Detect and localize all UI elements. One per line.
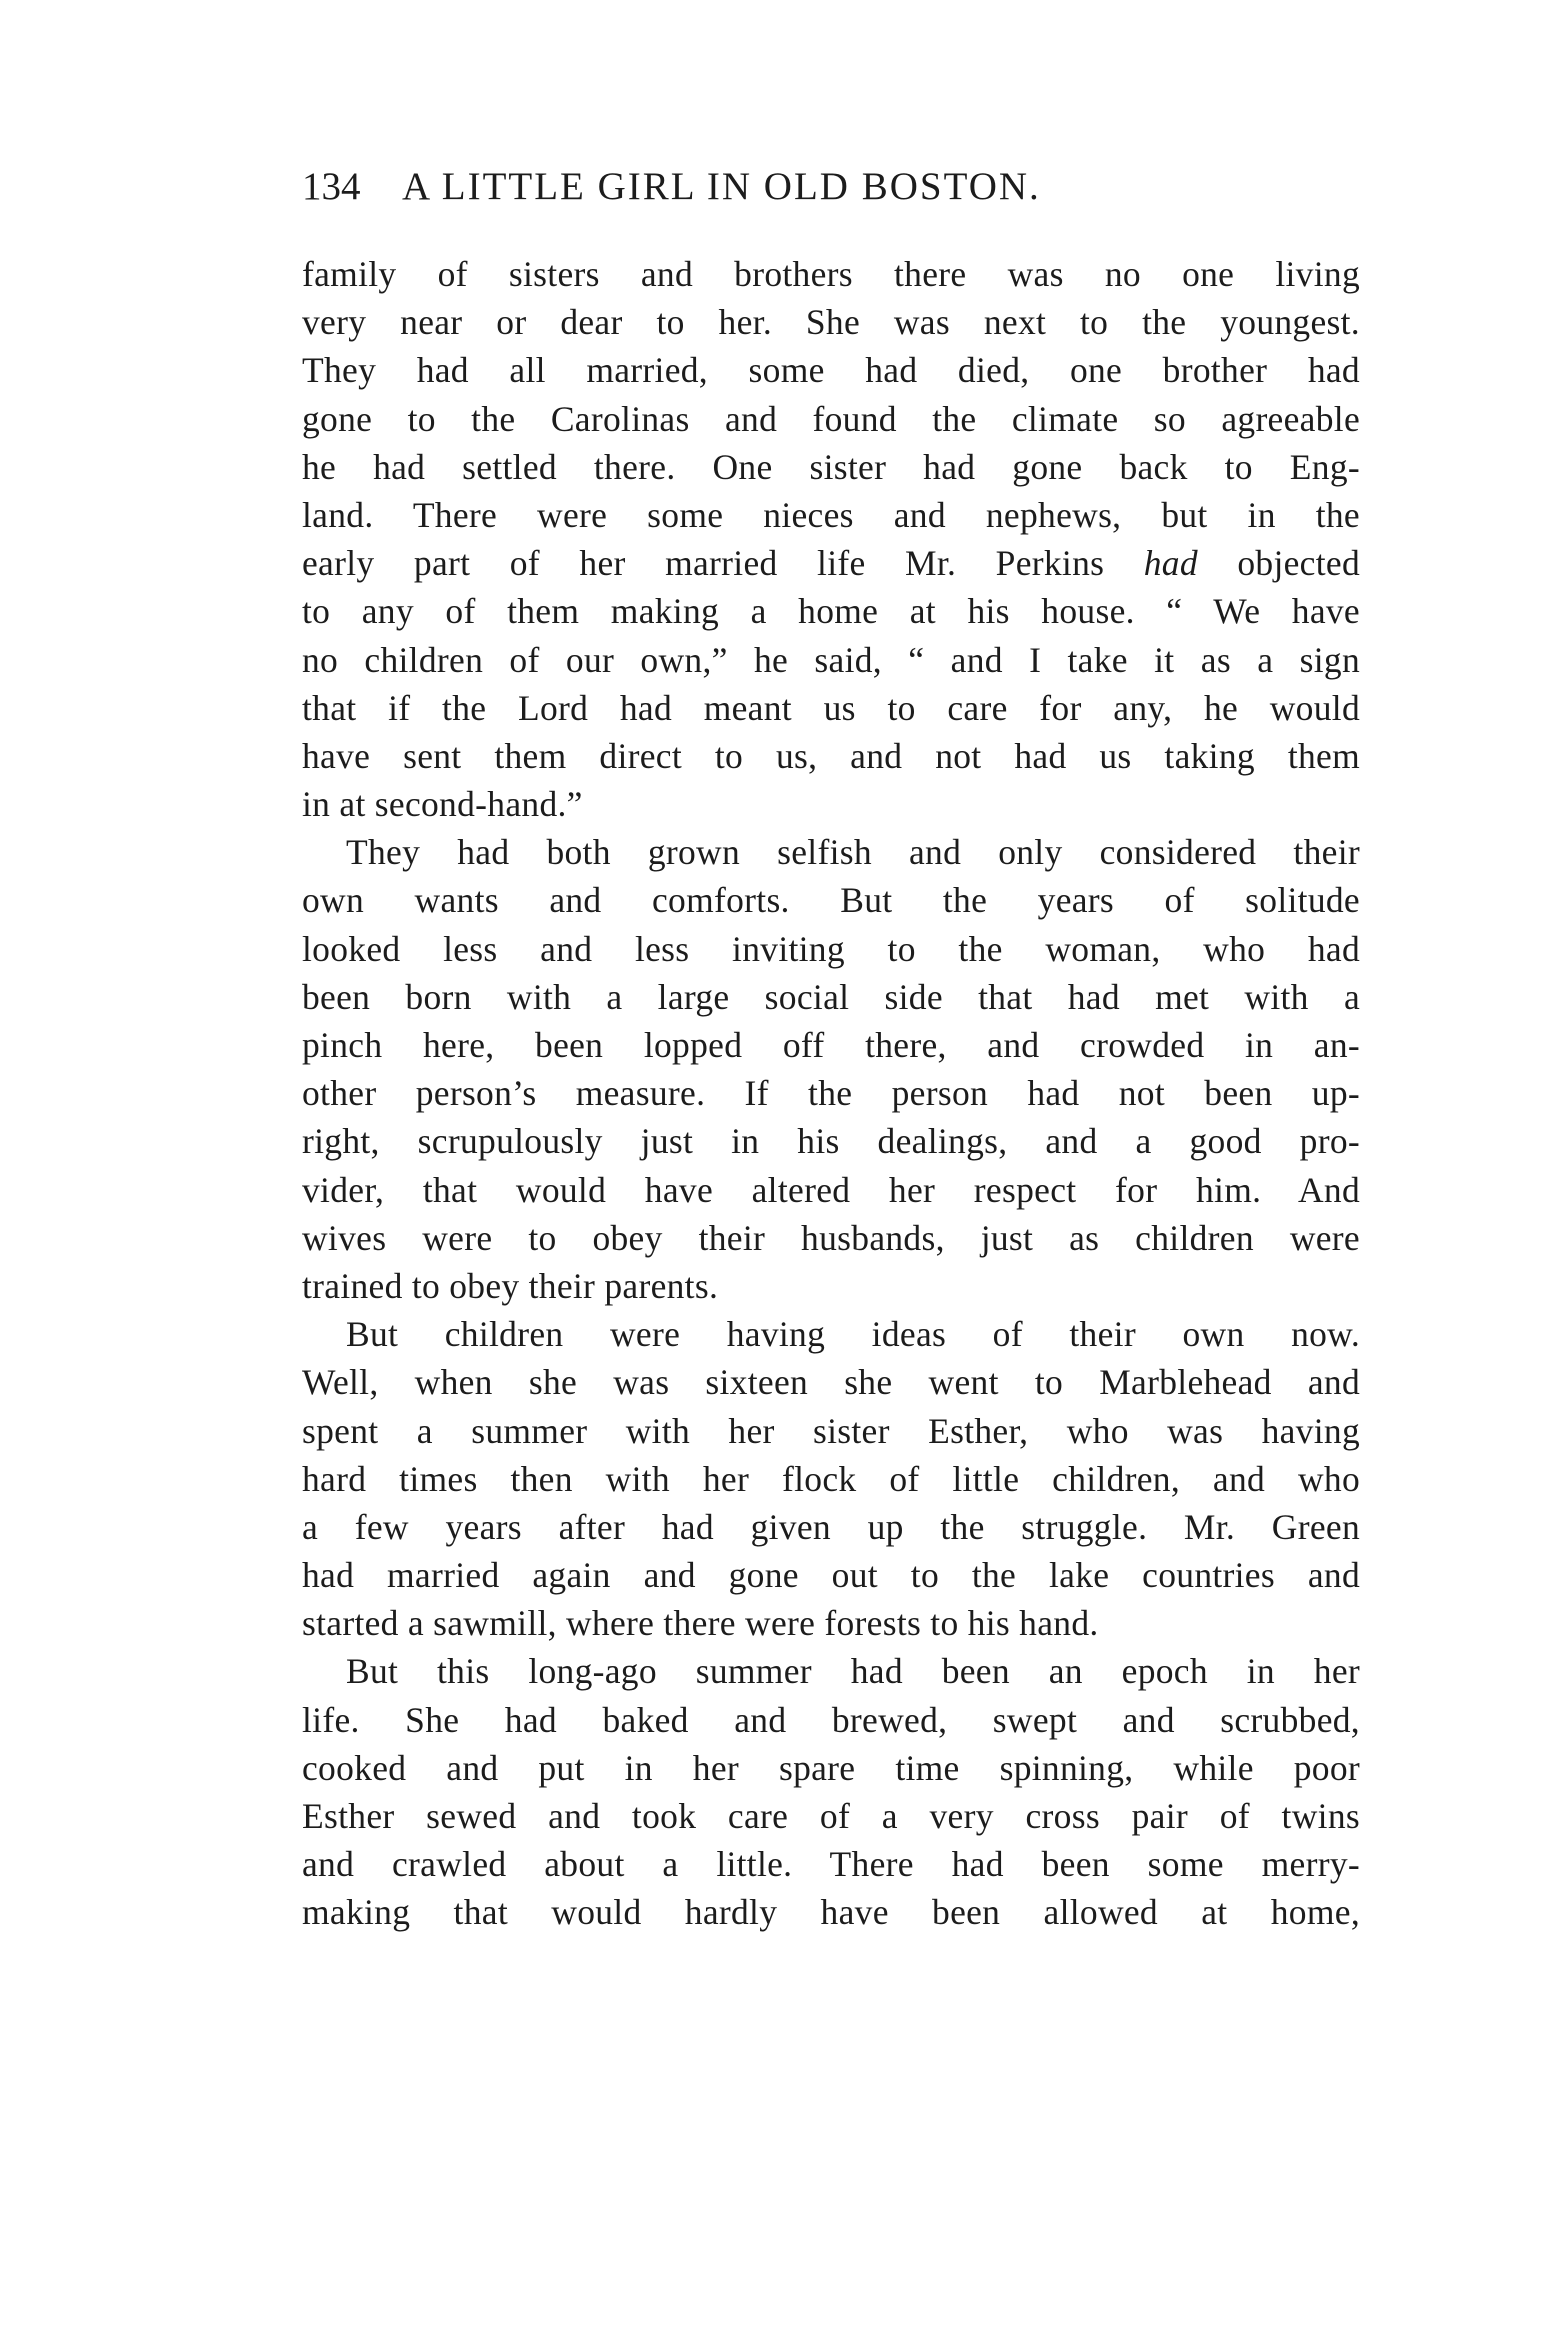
text-line: to any of them making a home at his house. “ We have bbox=[302, 591, 1360, 632]
running-title: A LITTLE GIRL IN OLD BOSTON. bbox=[402, 165, 1041, 208]
text-line: They had all married, some had died, one brother had bbox=[302, 350, 1360, 391]
text-line: he had settled there. One sister had gone back to Eng- bbox=[302, 446, 1360, 487]
text-line: right, scrupulously just in his dealings, and a good pro- bbox=[302, 1121, 1360, 1162]
text-fragment: objected bbox=[1197, 543, 1360, 584]
text-line: that if the Lord had meant us to care for any, he would bbox=[302, 687, 1360, 728]
text-line: wives were to obey their husbands, just as children were bbox=[302, 1217, 1360, 1258]
text-line: Esther sewed and took care of a very cross pair of twins bbox=[302, 1796, 1360, 1836]
text-line: very near or dear to her. She was next to the youngest. bbox=[302, 302, 1360, 343]
text-line: no children of our own,” he said, “ and I take it as a sign bbox=[302, 639, 1360, 680]
text-line: other person’s measure. If the person had not been up- bbox=[302, 1073, 1360, 1114]
page-number: 134 bbox=[302, 165, 361, 208]
text-line: own wants and comforts. But the years of solitude bbox=[302, 880, 1360, 921]
text-line: land. There were some nieces and nephews, but in the bbox=[302, 494, 1360, 535]
text-line: family of sisters and brothers there was no one living bbox=[302, 254, 1360, 294]
text-line: gone to the Carolinas and found the climate so agreeable bbox=[302, 398, 1360, 439]
text-line: hard times then with her flock of little children, and who bbox=[302, 1458, 1360, 1499]
text-line: But children were having ideas of their own now. bbox=[346, 1314, 1360, 1355]
text-line: have sent them direct to us, and not had us taking them bbox=[302, 735, 1360, 776]
text-line: pinch here, been lopped off there, and crowded in an- bbox=[302, 1025, 1360, 1065]
text-line: in at second-hand.” bbox=[302, 784, 583, 825]
text-line: But this long-ago summer had been an epoch in her bbox=[346, 1651, 1360, 1692]
body-text bbox=[302, 250, 1360, 1937]
text-line: making that would hardly have been allowed at home, bbox=[302, 1892, 1360, 1933]
text-line: vider, that would have altered her respect for him. And bbox=[302, 1169, 1360, 1210]
paragraph-3 bbox=[302, 1310, 1360, 1647]
text-line: had married again and gone out to the lake countries and bbox=[302, 1555, 1360, 1596]
text-line: trained to obey their parents. bbox=[302, 1265, 719, 1306]
text-line: cooked and put in her spare time spinning, while poor bbox=[302, 1747, 1360, 1788]
paragraph-4 bbox=[302, 1647, 1360, 1936]
text-line: been born with a large social side that had met with a bbox=[302, 976, 1360, 1017]
text-fragment: early part of her married life Mr. Perkins bbox=[302, 543, 1144, 584]
paragraph-1 bbox=[302, 250, 1360, 828]
emphasis-text: had bbox=[1143, 543, 1198, 584]
text-line: life. She had baked and brewed, swept and scrubbed, bbox=[302, 1699, 1360, 1740]
paragraph-2 bbox=[302, 828, 1360, 1310]
text-line: spent a summer with her sister Esther, who was having bbox=[302, 1410, 1360, 1451]
running-header bbox=[302, 164, 1232, 214]
text-line: started a sawmill, where there were forests to his hand. bbox=[302, 1603, 1099, 1644]
text-line: They had both grown selfish and only considered their bbox=[346, 832, 1360, 873]
text-line: and crawled about a little. There had been some merry- bbox=[302, 1844, 1360, 1885]
text-line bbox=[302, 539, 1360, 587]
text-line: Well, when she was sixteen she went to Marblehead and bbox=[302, 1362, 1360, 1403]
text-line: a few years after had given up the struggle. Mr. Green bbox=[302, 1506, 1360, 1547]
text-line: looked less and less inviting to the woman, who had bbox=[302, 928, 1360, 969]
